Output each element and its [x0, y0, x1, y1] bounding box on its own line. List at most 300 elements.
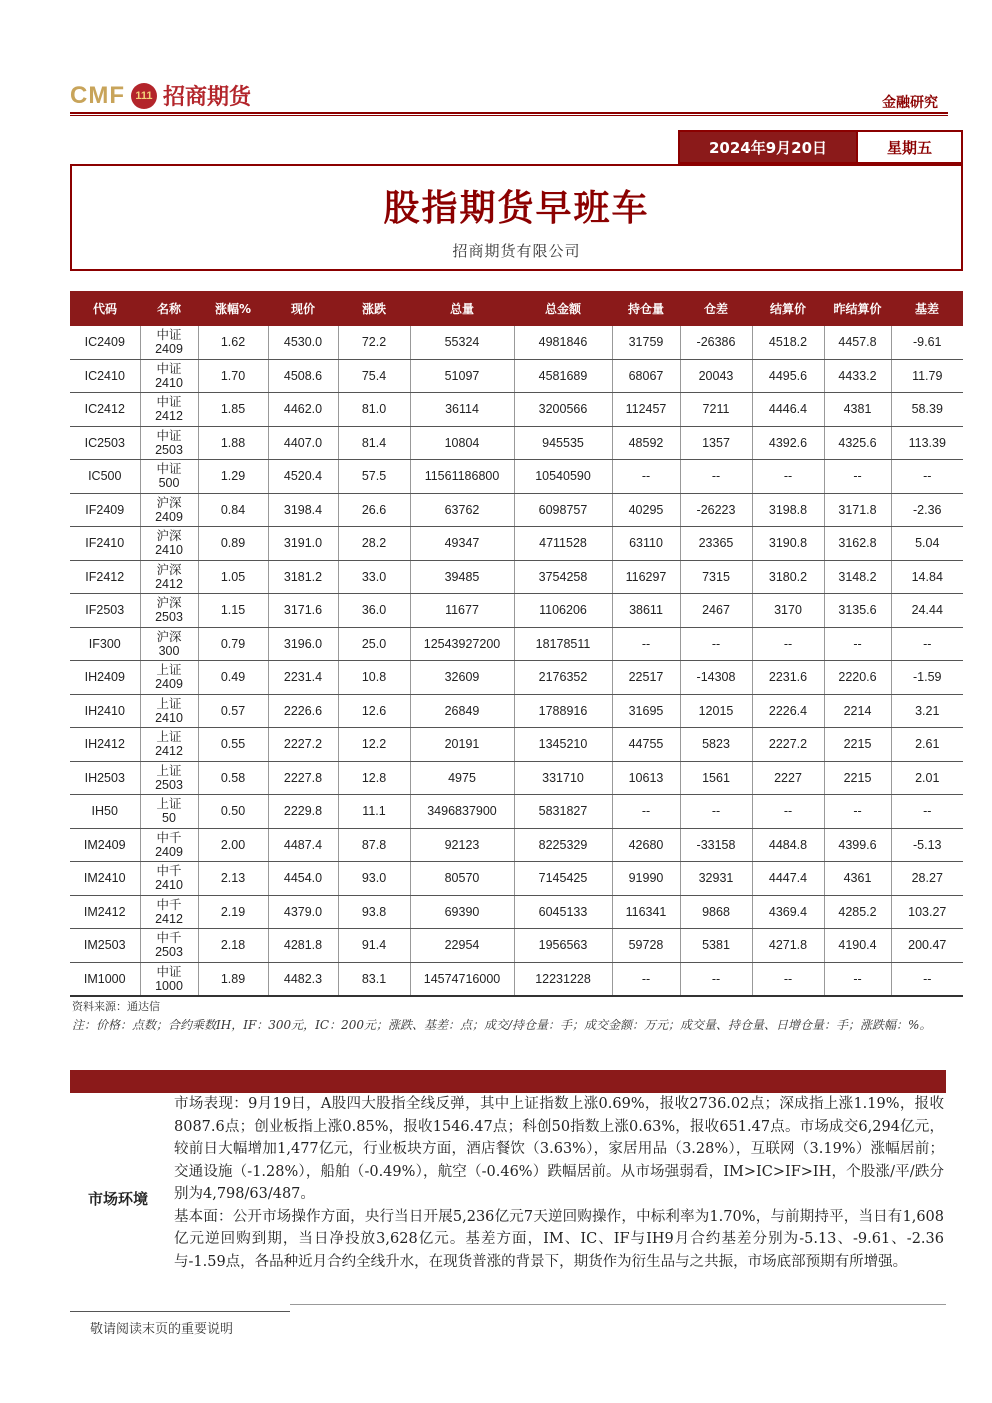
cell-code: IM2409 [70, 828, 140, 862]
cell-oi: 59728 [612, 929, 680, 963]
column-header: 结算价 [752, 291, 824, 326]
table-row [70, 661, 963, 695]
cell-chg-pct: 2.00 [198, 828, 268, 862]
cell-prev-settle: 4433.2 [824, 359, 891, 393]
cell-name-month: 2409 [155, 342, 183, 357]
cell-code: IF2503 [70, 594, 140, 628]
cell-name-index: 中千 [156, 931, 182, 946]
column-header: 现价 [268, 291, 338, 326]
cell-amount: 6098757 [514, 493, 612, 527]
cell-price: 4462.0 [268, 393, 338, 427]
cell-code: IF2409 [70, 493, 140, 527]
cell-chg: 81.0 [338, 393, 410, 427]
cell-price: 4487.4 [268, 828, 338, 862]
cell-chg-pct: 1.88 [198, 426, 268, 460]
cell-oi-chg: 20043 [680, 359, 752, 393]
cell-name [140, 493, 198, 527]
cell-name-index: 中证 [156, 964, 182, 979]
cell-chg: 93.0 [338, 862, 410, 896]
cell-amount: 331710 [514, 761, 612, 795]
cell-chg-pct: 1.89 [198, 962, 268, 996]
cell-amount: 4711528 [514, 527, 612, 561]
cell-oi: 31695 [612, 694, 680, 728]
cell-code: IF2412 [70, 560, 140, 594]
cell-settle: 4446.4 [752, 393, 824, 427]
cell-basis: 24.44 [891, 594, 963, 628]
cell-code: IC2412 [70, 393, 140, 427]
table-row [70, 728, 963, 762]
column-header: 仓差 [680, 291, 752, 326]
cell-oi: -- [612, 795, 680, 829]
header-rule [70, 112, 948, 114]
table-row [70, 560, 963, 594]
cell-settle: 4495.6 [752, 359, 824, 393]
cell-name-index: 中证 [156, 328, 182, 343]
cell-code: IC2410 [70, 359, 140, 393]
cell-oi-chg: -26223 [680, 493, 752, 527]
cell-price: 4530.0 [268, 326, 338, 359]
cell-name [140, 326, 198, 359]
cell-name-index: 沪深 [156, 529, 182, 544]
cell-oi: 112457 [612, 393, 680, 427]
cell-prev-settle: 3162.8 [824, 527, 891, 561]
cell-price: 2227.2 [268, 728, 338, 762]
cell-volume: 49347 [410, 527, 514, 561]
cell-prev-settle: 3135.6 [824, 594, 891, 628]
cell-chg-pct: 0.57 [198, 694, 268, 728]
cell-amount: 1788916 [514, 694, 612, 728]
column-header: 昨结算价 [824, 291, 891, 326]
cell-code: IC500 [70, 460, 140, 494]
cell-volume: 63762 [410, 493, 514, 527]
cell-price: 3198.4 [268, 493, 338, 527]
footer-disclaimer: 敬请阅读末页的重要说明 [90, 1322, 234, 1337]
cell-name-month: 2410 [155, 375, 183, 390]
column-header: 涨幅% [198, 291, 268, 326]
cell-name-index: 中证 [156, 428, 182, 443]
cell-amount: 8225329 [514, 828, 612, 862]
table-row [70, 594, 963, 628]
cell-amount: 6045133 [514, 895, 612, 929]
cell-name-index: 中证 [156, 395, 182, 410]
cell-chg-pct: 1.29 [198, 460, 268, 494]
cell-name-index: 中证 [156, 462, 182, 477]
cell-amount: 3200566 [514, 393, 612, 427]
cell-oi-chg: -- [680, 795, 752, 829]
cell-settle: 4369.4 [752, 895, 824, 929]
cell-oi-chg: 5381 [680, 929, 752, 963]
cell-volume: 36114 [410, 393, 514, 427]
cell-amount: 1106206 [514, 594, 612, 628]
cell-name [140, 393, 198, 427]
cell-oi-chg: 1357 [680, 426, 752, 460]
cell-settle: -- [752, 460, 824, 494]
cell-price: 4379.0 [268, 895, 338, 929]
cell-name-month: 2409 [155, 509, 183, 524]
cell-name-month: 2503 [155, 777, 183, 792]
cell-settle: 2227.2 [752, 728, 824, 762]
company-name: 招商期货有限公司 [452, 242, 581, 260]
title-box [70, 164, 963, 271]
cell-volume: 22954 [410, 929, 514, 963]
table-row [70, 694, 963, 728]
table-row [70, 962, 963, 996]
cell-basis: 11.79 [891, 359, 963, 393]
cell-volume: 32609 [410, 661, 514, 695]
cell-name-month: 2410 [155, 878, 183, 893]
table-row [70, 393, 963, 427]
cell-code: IH2412 [70, 728, 140, 762]
cell-name [140, 694, 198, 728]
cell-code: IM2503 [70, 929, 140, 963]
cell-chg: 83.1 [338, 962, 410, 996]
section-label: 市场环境 [87, 1189, 148, 1208]
cell-code: IF2410 [70, 527, 140, 561]
cell-chg-pct: 0.84 [198, 493, 268, 527]
table-row [70, 460, 963, 494]
cell-basis: 2.01 [891, 761, 963, 795]
cell-price: 4281.8 [268, 929, 338, 963]
cell-oi-chg: 23365 [680, 527, 752, 561]
cell-chg: 28.2 [338, 527, 410, 561]
cell-volume: 10804 [410, 426, 514, 460]
cell-volume: 3496837900 [410, 795, 514, 829]
cell-basis: 200.47 [891, 929, 963, 963]
cell-name [140, 460, 198, 494]
cell-code: IF300 [70, 627, 140, 661]
cell-volume: 12543927200 [410, 627, 514, 661]
cell-volume: 26849 [410, 694, 514, 728]
cell-code: IC2409 [70, 326, 140, 359]
logo-text-cn: 招商期货 [162, 85, 251, 110]
cell-chg: 26.6 [338, 493, 410, 527]
cell-amount: 2176352 [514, 661, 612, 695]
cell-oi-chg: 5823 [680, 728, 752, 762]
logo-text-en: CMF [70, 81, 125, 109]
cell-basis: -9.61 [891, 326, 963, 359]
data-source: 资料来源：通达信 [72, 1000, 160, 1013]
cell-amount: 1345210 [514, 728, 612, 762]
cell-basis: -- [891, 795, 963, 829]
cell-chg-pct: 1.62 [198, 326, 268, 359]
cell-oi: 31759 [612, 326, 680, 359]
cell-volume: 80570 [410, 862, 514, 896]
cell-oi: 68067 [612, 359, 680, 393]
page-title: 股指期货早班车 [383, 187, 650, 229]
cell-chg-pct: 1.70 [198, 359, 268, 393]
cell-chg: 12.2 [338, 728, 410, 762]
cell-name [140, 962, 198, 996]
report-date: 2024年9月20日 [680, 132, 856, 162]
cell-basis: -- [891, 962, 963, 996]
cell-basis: 14.84 [891, 560, 963, 594]
cell-chg-pct: 2.13 [198, 862, 268, 896]
cell-amount: 7145425 [514, 862, 612, 896]
cell-settle: -- [752, 795, 824, 829]
table-row [70, 929, 963, 963]
cell-prev-settle: 2215 [824, 728, 891, 762]
fundamentals-paragraph: 基本面：公开市场操作方面，央行当日开展5,236亿元7天逆回购操作，中标利率为1.70%，与前期持平，当日有1,608亿元逆回购到期，当日净投放3,628亿元。基差方面，IM、IC、IF与IH9月合约基差分别为-5.13、-9.61、-2.36与-1.59点，各品种近月合约全线升水，在现货普涨的背景下，期货作为衍生品与之共振，市场底部预期有所增强。 [174, 1208, 944, 1270]
cell-oi-chg: -33158 [680, 828, 752, 862]
cell-price: 3171.6 [268, 594, 338, 628]
department-label: 金融研究 [882, 95, 938, 111]
cell-code: IH2503 [70, 761, 140, 795]
cell-code: IM1000 [70, 962, 140, 996]
cell-volume: 4975 [410, 761, 514, 795]
cell-settle: -- [752, 962, 824, 996]
cell-name [140, 594, 198, 628]
cell-chg: 12.8 [338, 761, 410, 795]
cell-name-index: 上证 [156, 696, 182, 711]
cell-basis: 113.39 [891, 426, 963, 460]
cell-chg: 93.8 [338, 895, 410, 929]
logo-badge-icon: 111 [131, 83, 157, 109]
cell-basis: -2.36 [891, 493, 963, 527]
cell-chg: 10.8 [338, 661, 410, 695]
cell-chg: 87.8 [338, 828, 410, 862]
cell-name [140, 761, 198, 795]
cell-name [140, 795, 198, 829]
cell-price: 2226.6 [268, 694, 338, 728]
cell-chg: 57.5 [338, 460, 410, 494]
company-logo [70, 80, 251, 111]
cell-name [140, 728, 198, 762]
cell-chg: 33.0 [338, 560, 410, 594]
table-row [70, 795, 963, 829]
cell-name-index: 中千 [156, 897, 182, 912]
table-row [70, 426, 963, 460]
section-bottom-rule [290, 1304, 946, 1305]
cell-settle: 4271.8 [752, 929, 824, 963]
cell-chg-pct: 0.50 [198, 795, 268, 829]
cell-code: IH50 [70, 795, 140, 829]
cell-name-index: 上证 [156, 663, 182, 678]
cell-name-month: 2503 [155, 945, 183, 960]
cell-oi-chg: 32931 [680, 862, 752, 896]
cell-prev-settle: -- [824, 795, 891, 829]
cell-name-month: 2503 [155, 610, 183, 625]
cell-price: 2229.8 [268, 795, 338, 829]
cell-basis: -- [891, 627, 963, 661]
cell-chg: 91.4 [338, 929, 410, 963]
cell-volume: 14574716000 [410, 962, 514, 996]
cell-settle: 3180.2 [752, 560, 824, 594]
cell-code: IM2412 [70, 895, 140, 929]
cell-oi-chg: -- [680, 460, 752, 494]
cell-volume: 69390 [410, 895, 514, 929]
cell-settle: 4518.2 [752, 326, 824, 359]
column-header: 总量 [410, 291, 514, 326]
cell-oi-chg: -26386 [680, 326, 752, 359]
cell-name [140, 862, 198, 896]
cell-name-month: 2409 [155, 844, 183, 859]
table-row [70, 862, 963, 896]
cell-basis: -5.13 [891, 828, 963, 862]
cell-code: IM2410 [70, 862, 140, 896]
cell-prev-settle: 2215 [824, 761, 891, 795]
cell-price: 3181.2 [268, 560, 338, 594]
cell-chg: 81.4 [338, 426, 410, 460]
cell-basis: 3.21 [891, 694, 963, 728]
cell-name-month: 2410 [155, 543, 183, 558]
cell-oi-chg: -14308 [680, 661, 752, 695]
cell-price: 2231.4 [268, 661, 338, 695]
cell-oi: 10613 [612, 761, 680, 795]
cell-prev-settle: -- [824, 962, 891, 996]
cell-prev-settle: 4399.6 [824, 828, 891, 862]
cell-chg-pct: 1.15 [198, 594, 268, 628]
cell-oi: 22517 [612, 661, 680, 695]
column-header: 涨跌 [338, 291, 410, 326]
cell-name-index: 上证 [156, 730, 182, 745]
cell-basis: 58.39 [891, 393, 963, 427]
cell-prev-settle: 4325.6 [824, 426, 891, 460]
cell-settle: 4447.4 [752, 862, 824, 896]
header-rule-thin [70, 115, 948, 116]
cell-prev-settle: 4361 [824, 862, 891, 896]
table-row [70, 493, 963, 527]
cell-volume: 20191 [410, 728, 514, 762]
cell-name-index: 上证 [156, 797, 182, 812]
cell-name-month: 2412 [155, 911, 183, 926]
cell-oi: -- [612, 962, 680, 996]
footer-rule [70, 1311, 290, 1312]
report-weekday: 星期五 [856, 132, 961, 162]
cell-price: 4520.4 [268, 460, 338, 494]
cell-name-index: 中千 [156, 830, 182, 845]
cell-volume: 11561186800 [410, 460, 514, 494]
cell-name-index: 上证 [156, 763, 182, 778]
cell-oi: 63110 [612, 527, 680, 561]
cell-price: 4508.6 [268, 359, 338, 393]
table-row [70, 527, 963, 561]
cell-chg-pct: 0.89 [198, 527, 268, 561]
cell-name-month: 2412 [155, 409, 183, 424]
column-header: 基差 [891, 291, 963, 326]
market-performance-paragraph: 市场表现：9月19日，A股四大股指全线反弹，其中上证指数上涨0.69%，报收2736.02点；深成指上涨1.19%，报收8087.6点；创业板指上涨0.85%，报收1546.47点；科创50指数上涨0.63%，报收651.47点。市场成交6,294亿元，较前日大幅增加1,477亿元，行业板块方面，酒店餐饮（3.63%），家居用品（3.28%），互联网（3.19%）涨幅居前；交通设施（-1.28%），船舶（-0.49%），航空（-0.46%）跌幅居前。从市场强弱看，IM>IC>IF>IH，个股涨/平/跌分别为4,798/63/487。 [174, 1096, 944, 1202]
cell-name-month: 2412 [155, 576, 183, 591]
cell-oi: 116297 [612, 560, 680, 594]
cell-name-month: 2503 [155, 442, 183, 457]
cell-oi: -- [612, 460, 680, 494]
cell-chg: 11.1 [338, 795, 410, 829]
cell-name-index: 沪深 [156, 596, 182, 611]
cell-prev-settle: 2214 [824, 694, 891, 728]
cell-name-month: 300 [158, 643, 180, 658]
cell-prev-settle: -- [824, 460, 891, 494]
cell-name-month: 1000 [155, 978, 183, 993]
cell-name-month: 50 [162, 811, 176, 826]
cell-basis: -1.59 [891, 661, 963, 695]
cell-name [140, 895, 198, 929]
cell-oi: 38611 [612, 594, 680, 628]
cell-price: 4482.3 [268, 962, 338, 996]
cell-chg-pct: 1.85 [198, 393, 268, 427]
cell-name-index: 沪深 [156, 629, 182, 644]
cell-name-month: 500 [158, 476, 180, 491]
cell-name [140, 929, 198, 963]
cell-chg: 36.0 [338, 594, 410, 628]
cell-name-month: 2410 [155, 710, 183, 725]
futures-table [70, 291, 963, 997]
cell-code: IH2409 [70, 661, 140, 695]
cell-prev-settle: 4190.4 [824, 929, 891, 963]
cell-amount: 12231228 [514, 962, 612, 996]
column-header: 总金额 [514, 291, 612, 326]
section-text [174, 1093, 944, 1273]
cell-oi-chg: 1561 [680, 761, 752, 795]
cell-oi-chg: 9868 [680, 895, 752, 929]
cell-name [140, 828, 198, 862]
cell-oi: 91990 [612, 862, 680, 896]
column-header: 名称 [140, 291, 198, 326]
cell-name [140, 527, 198, 561]
cell-name [140, 560, 198, 594]
cell-price: 3191.0 [268, 527, 338, 561]
cell-amount: 1956563 [514, 929, 612, 963]
cell-settle: 2227 [752, 761, 824, 795]
cell-settle: -- [752, 627, 824, 661]
cell-prev-settle: 4457.8 [824, 326, 891, 359]
cell-chg-pct: 0.58 [198, 761, 268, 795]
cell-prev-settle: 3171.8 [824, 493, 891, 527]
cell-amount: 4581689 [514, 359, 612, 393]
cell-settle: 3190.8 [752, 527, 824, 561]
cell-price: 2227.8 [268, 761, 338, 795]
cell-settle: 3198.8 [752, 493, 824, 527]
cell-basis: 28.27 [891, 862, 963, 896]
cell-amount: 945535 [514, 426, 612, 460]
cell-prev-settle: 4285.2 [824, 895, 891, 929]
cell-name-month: 2412 [155, 744, 183, 759]
cell-name-index: 沪深 [156, 495, 182, 510]
cell-name-index: 沪深 [156, 562, 182, 577]
table-header-row [70, 291, 963, 326]
cell-oi: 116341 [612, 895, 680, 929]
table-note: 注：价格：点数；合约乘数IH，IF：300元，IC：200元；涨跌、基差：点；成交/持仓量：手；成交金额：万元；成交量、持仓量、日增仓量：手；涨跌幅：%。 [72, 1018, 932, 1032]
cell-chg-pct: 2.19 [198, 895, 268, 929]
date-bar [678, 130, 963, 164]
cell-price: 4407.0 [268, 426, 338, 460]
cell-name-index: 中证 [156, 361, 182, 376]
cell-settle: 2226.4 [752, 694, 824, 728]
cell-settle: 3170 [752, 594, 824, 628]
cell-basis: 5.04 [891, 527, 963, 561]
cell-chg: 25.0 [338, 627, 410, 661]
cell-name-index: 中千 [156, 864, 182, 879]
cell-volume: 11677 [410, 594, 514, 628]
cell-oi-chg: -- [680, 627, 752, 661]
cell-prev-settle: -- [824, 627, 891, 661]
market-section [70, 1093, 946, 1303]
cell-chg-pct: 2.18 [198, 929, 268, 963]
cell-amount: 10540590 [514, 460, 612, 494]
cell-prev-settle: 3148.2 [824, 560, 891, 594]
cell-oi: -- [612, 627, 680, 661]
cell-chg: 75.4 [338, 359, 410, 393]
cell-chg: 12.6 [338, 694, 410, 728]
cell-oi: 40295 [612, 493, 680, 527]
cell-oi: 44755 [612, 728, 680, 762]
cell-code: IH2410 [70, 694, 140, 728]
cell-price: 4454.0 [268, 862, 338, 896]
cell-oi: 48592 [612, 426, 680, 460]
cell-chg: 72.2 [338, 326, 410, 359]
cell-volume: 51097 [410, 359, 514, 393]
cell-code: IC2503 [70, 426, 140, 460]
cell-basis: 103.27 [891, 895, 963, 929]
column-header: 持仓量 [612, 291, 680, 326]
